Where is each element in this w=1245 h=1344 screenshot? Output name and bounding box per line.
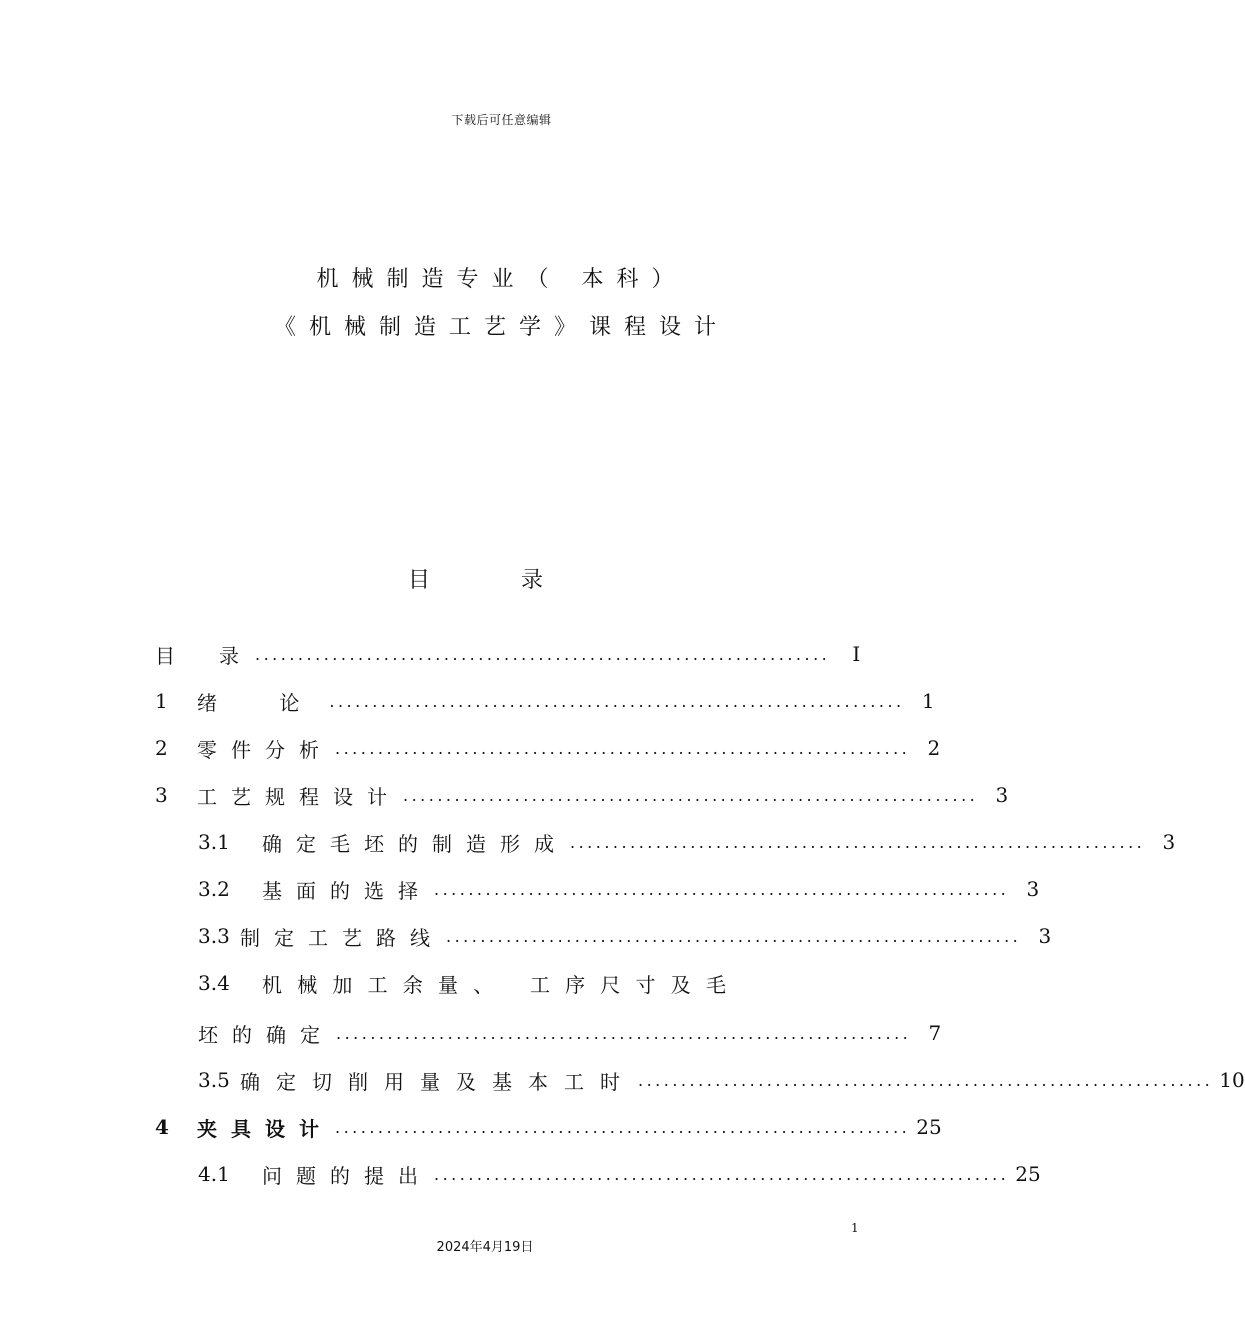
toc-entry[interactable]	[198, 869, 1040, 909]
header-note: 下载后可任意编辑	[451, 113, 552, 127]
toc-heading: 目 录	[408, 568, 585, 593]
toc-entry-title: 绪 论	[197, 690, 328, 715]
toc-entry-page: 25	[1015, 1162, 1041, 1186]
toc-entry[interactable]	[198, 963, 838, 1003]
toc-entry-number: 4.1	[198, 1162, 230, 1186]
toc-entry-page: 3	[1038, 924, 1052, 948]
toc-entry-title: 零件分析	[197, 737, 333, 762]
footer-date: 2024年4月19日	[436, 1240, 534, 1255]
toc-leader-dots: ...................................................................	[335, 1117, 911, 1137]
toc-entry-title: 制定工艺路线	[240, 925, 444, 950]
toc-entry-title: 确定切削用量及基本工时	[240, 1069, 636, 1094]
toc-entry[interactable]	[198, 916, 1052, 956]
toc-entry[interactable]	[198, 1060, 1245, 1100]
toc-entry-page: 2	[927, 736, 941, 760]
toc-entry-title: 录	[219, 643, 253, 668]
toc-entry-number: 3.4	[198, 971, 230, 995]
toc-entry-title: 基面的选择	[262, 878, 432, 903]
toc-entry-page: 7	[928, 1021, 942, 1045]
toc-entry-number: 1	[155, 689, 168, 713]
toc-entry-number: 3.2	[198, 877, 230, 901]
toc-entry-page: 3	[1026, 877, 1040, 901]
toc-entry-number: 3.3	[198, 924, 230, 948]
toc-entry[interactable]	[155, 775, 1009, 815]
toc-entry-number: 3	[155, 783, 168, 807]
toc-entry-number: 2	[155, 736, 168, 760]
toc-leader-dots: ...................................................................	[434, 1164, 1010, 1184]
toc-entry-page: 1	[921, 689, 935, 713]
toc-entry-number: 3.1	[198, 830, 230, 854]
toc-entry[interactable]	[155, 728, 941, 768]
toc-entry[interactable]	[155, 634, 861, 674]
toc-entry-title: 机械加工余量、 工序尺寸及毛	[262, 972, 742, 997]
toc-entry-title: 坯的确定	[198, 1022, 334, 1047]
toc-leader-dots: ...................................................................	[336, 1023, 912, 1043]
toc-entry[interactable]	[198, 1154, 1041, 1194]
toc-entry-title: 夹具设计	[197, 1116, 333, 1141]
toc-entry-continued[interactable]	[198, 1013, 942, 1053]
toc-entry-number: 目	[155, 643, 175, 668]
toc-entry-page: 3	[995, 783, 1009, 807]
toc-leader-dots: ...................................................................	[446, 926, 1022, 946]
toc-leader-dots: ...................................................................	[329, 691, 905, 711]
toc-entry-number: 3.5	[198, 1068, 230, 1092]
toc-entry-page: 3	[1162, 830, 1176, 854]
toc-entry-title: 确定毛坯的制造形成	[262, 831, 568, 856]
toc-entry-title: 问题的提出	[262, 1163, 432, 1188]
toc-entry-number: 4	[155, 1115, 169, 1139]
toc-leader-dots: ...................................................................	[335, 738, 911, 758]
document-title-line-1: 机械制造专业（ 本科）	[316, 267, 687, 292]
toc-entry[interactable]	[155, 1107, 942, 1147]
toc-entry-page: 10	[1219, 1068, 1245, 1092]
page-number: 1	[851, 1221, 859, 1235]
document-title-line-2: 《机械制造工艺学》课程设计	[273, 315, 729, 340]
toc-leader-dots: ...................................................................	[638, 1070, 1214, 1090]
toc-entry-title: 工艺规程设计	[197, 784, 401, 809]
toc-entry[interactable]	[198, 822, 1176, 862]
toc-leader-dots: ...................................................................	[403, 785, 979, 805]
toc-leader-dots: ...................................................................	[255, 644, 831, 664]
toc-leader-dots: ...................................................................	[434, 879, 1010, 899]
toc-entry-page: I	[852, 642, 861, 666]
toc-entry-page: 25	[916, 1115, 942, 1139]
toc-entry[interactable]	[155, 681, 935, 721]
toc-leader-dots: ...................................................................	[570, 832, 1146, 852]
